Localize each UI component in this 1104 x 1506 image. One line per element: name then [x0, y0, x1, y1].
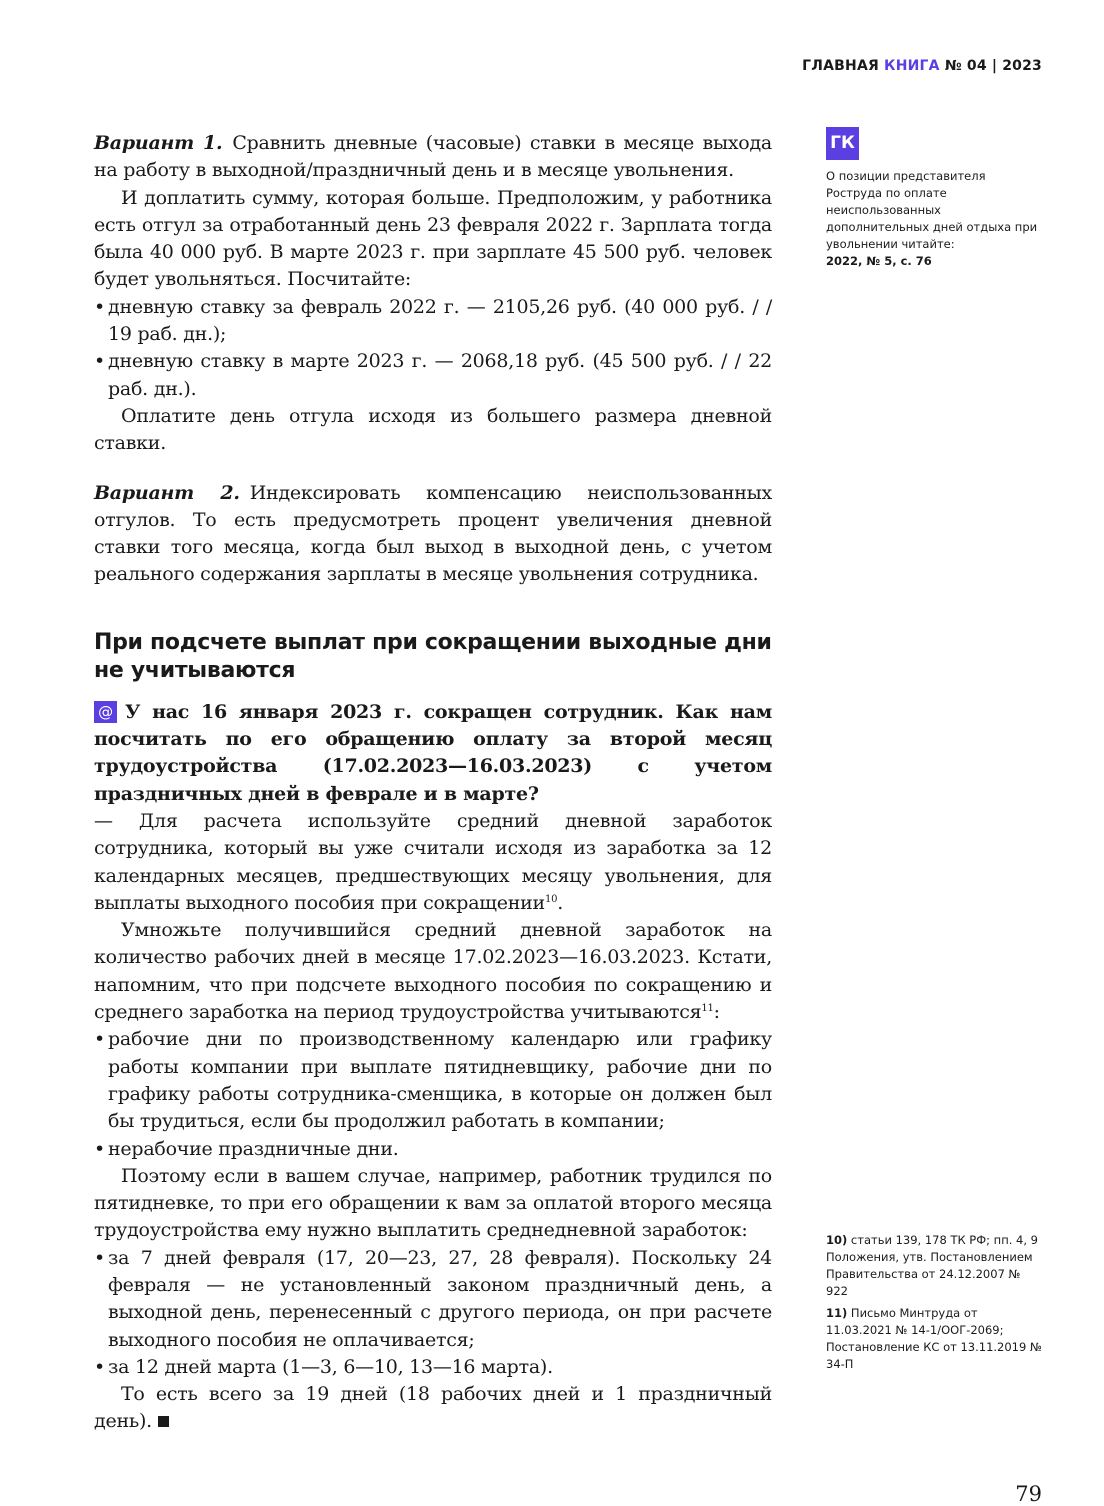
answer-bullet-2: • нерабочие праздничные дни. — [94, 1136, 772, 1163]
header-issue: № 04 | 2023 — [939, 58, 1042, 74]
answer-paragraph-1 — [94, 808, 772, 917]
question-text: У нас 16 января 2023 г. сокращен сотрудник. Как нам посчитать по его обращению оплату за второй месяц трудоустройства (17.02.2023—16.03.2023) с учетом праздничных дней в феврале и в марте? — [94, 700, 772, 805]
page-header — [802, 58, 1042, 74]
variant1-paragraph — [94, 130, 772, 185]
footnote-10 — [826, 1232, 1042, 1300]
sidebar-note-ref: 2022, № 5, с. 76 — [826, 254, 932, 268]
answer-bullet-4: • за 12 дней марта (1—3, 6—10, 13—16 марта). — [94, 1354, 772, 1381]
main-column — [94, 130, 772, 1436]
section-heading: При подсчете выплат при сокращении выходные дни не учитываются — [94, 629, 772, 683]
footnote-10-number: 10) — [826, 1233, 848, 1247]
answer-bullet-1: • рабочие дни по производственному календарю или графику работы компании при выплате пятидневщику, рабочие дни по графику работы сотрудника-сменщика, в которые он должен был бы трудиться, если бы продолжил работать в компании; — [94, 1026, 772, 1135]
answer-paragraph-3: Поэтому если в вашем случае, например, работник трудился по пятидневке, то при его обращении к вам за оплатой второго месяца трудоустройства ему нужно выплатить среднедневной заработок: — [94, 1164, 772, 1242]
answer-1-end: . — [557, 891, 563, 914]
footnote-ref-10: 10 — [544, 893, 558, 905]
header-title-accent: КНИГА — [884, 58, 940, 74]
variant2-text: Индексировать компенсацию неиспользованных отгулов. То есть предусмотреть процент увеличения дневной ставки того месяца, когда был выход в выходной день, с учетом реального содержания зарплаты в месяце увольнения сотрудника. — [94, 481, 772, 586]
variant1-lead: Вариант 1. — [94, 132, 223, 154]
variant1-conclusion: Оплатите день отгула исходя из большего размера дневной ставки. — [94, 404, 772, 455]
variant1-bullet-2: • дневную ставку в марте 2023 г. — 2068,18 руб. (45 500 руб. / / 22 раб. дн.). — [94, 348, 772, 403]
gk-logo-icon: ГК — [826, 127, 859, 160]
sidebar-note-text: О позиции представителя Роструда по оплате неиспользованных дополнительных дней отдыха при увольнении читайте: — [826, 169, 1038, 251]
answer-1-text: — Для расчета используйте средний дневной заработок сотрудника, который вы уже считали исходя из заработка за 12 календарных месяцев, предшествующих месяцу увольнения, для выплаты выходного пособия при сокращении — [94, 809, 772, 914]
footnote-11-text: Письмо Минтруда от 11.03.2021 № 14-1/ООГ-2069; Постановление КС от 13.11.2019 № 34-П — [826, 1306, 1042, 1371]
sidebar-note — [826, 127, 1042, 270]
answer-2-end: : — [713, 1001, 720, 1024]
variant2-paragraph — [94, 480, 772, 589]
variant1-bullet-1: • дневную ставку за февраль 2022 г. — 2105,26 руб. (40 000 руб. / / 19 раб. дн.); — [94, 294, 772, 349]
variant2-lead: Вариант 2. — [94, 481, 240, 504]
answer-bullet-3: • за 7 дней февраля (17, 20—23, 27, 28 февраля). Поскольку 24 февраля — не установленный законом праздничный день, а выходной день, перенесенный с другого периода, он при расчете выходного пособия не оплачивается; — [94, 1245, 772, 1354]
final-paragraph — [94, 1381, 772, 1436]
footnote-ref-11: 11 — [701, 1003, 714, 1015]
variant1-text: Сравнить дневные (часовые) ставки в месяце выхода на работу в выходной/праздничный день и в месяце увольнения. — [94, 132, 772, 182]
answer-paragraph-2 — [94, 917, 772, 1026]
footnote-11-number: 11) — [826, 1306, 848, 1320]
footnote-10-text: статьи 139, 178 ТК РФ; пп. 4, 9 Положения, утв. Постановлением Правительства от 24.12.2007 № 922 — [826, 1233, 1038, 1298]
end-of-article-icon — [158, 1416, 169, 1427]
footnote-11 — [826, 1305, 1042, 1373]
variant1-example: И доплатить сумму, которая больше. Предположим, у работника есть отгул за отработанный день 23 февраля 2022 г. Зарплата тогда была 40 000 руб. В марте 2023 г. при зарплате 45 500 руб. человек будет увольняться. Посчитайте: — [94, 186, 772, 291]
footnotes — [826, 1232, 1042, 1378]
final-text: То есть всего за 19 дней (18 рабочих дней и 1 праздничный день). — [94, 1383, 772, 1433]
question-paragraph — [94, 699, 772, 808]
header-title-main: ГЛАВНАЯ — [802, 58, 885, 74]
at-sign-icon: @ — [94, 701, 117, 723]
page-number: 79 — [1015, 1482, 1042, 1506]
answer-2-text: Умножьте получившийся средний дневной заработок на количество рабочих дней в месяце 17.02.2023—16.03.2023. Кстати, напомним, что при подсчете выходного пособия по сокращению и среднего заработка на период трудоустройства учитываются — [94, 919, 772, 1024]
